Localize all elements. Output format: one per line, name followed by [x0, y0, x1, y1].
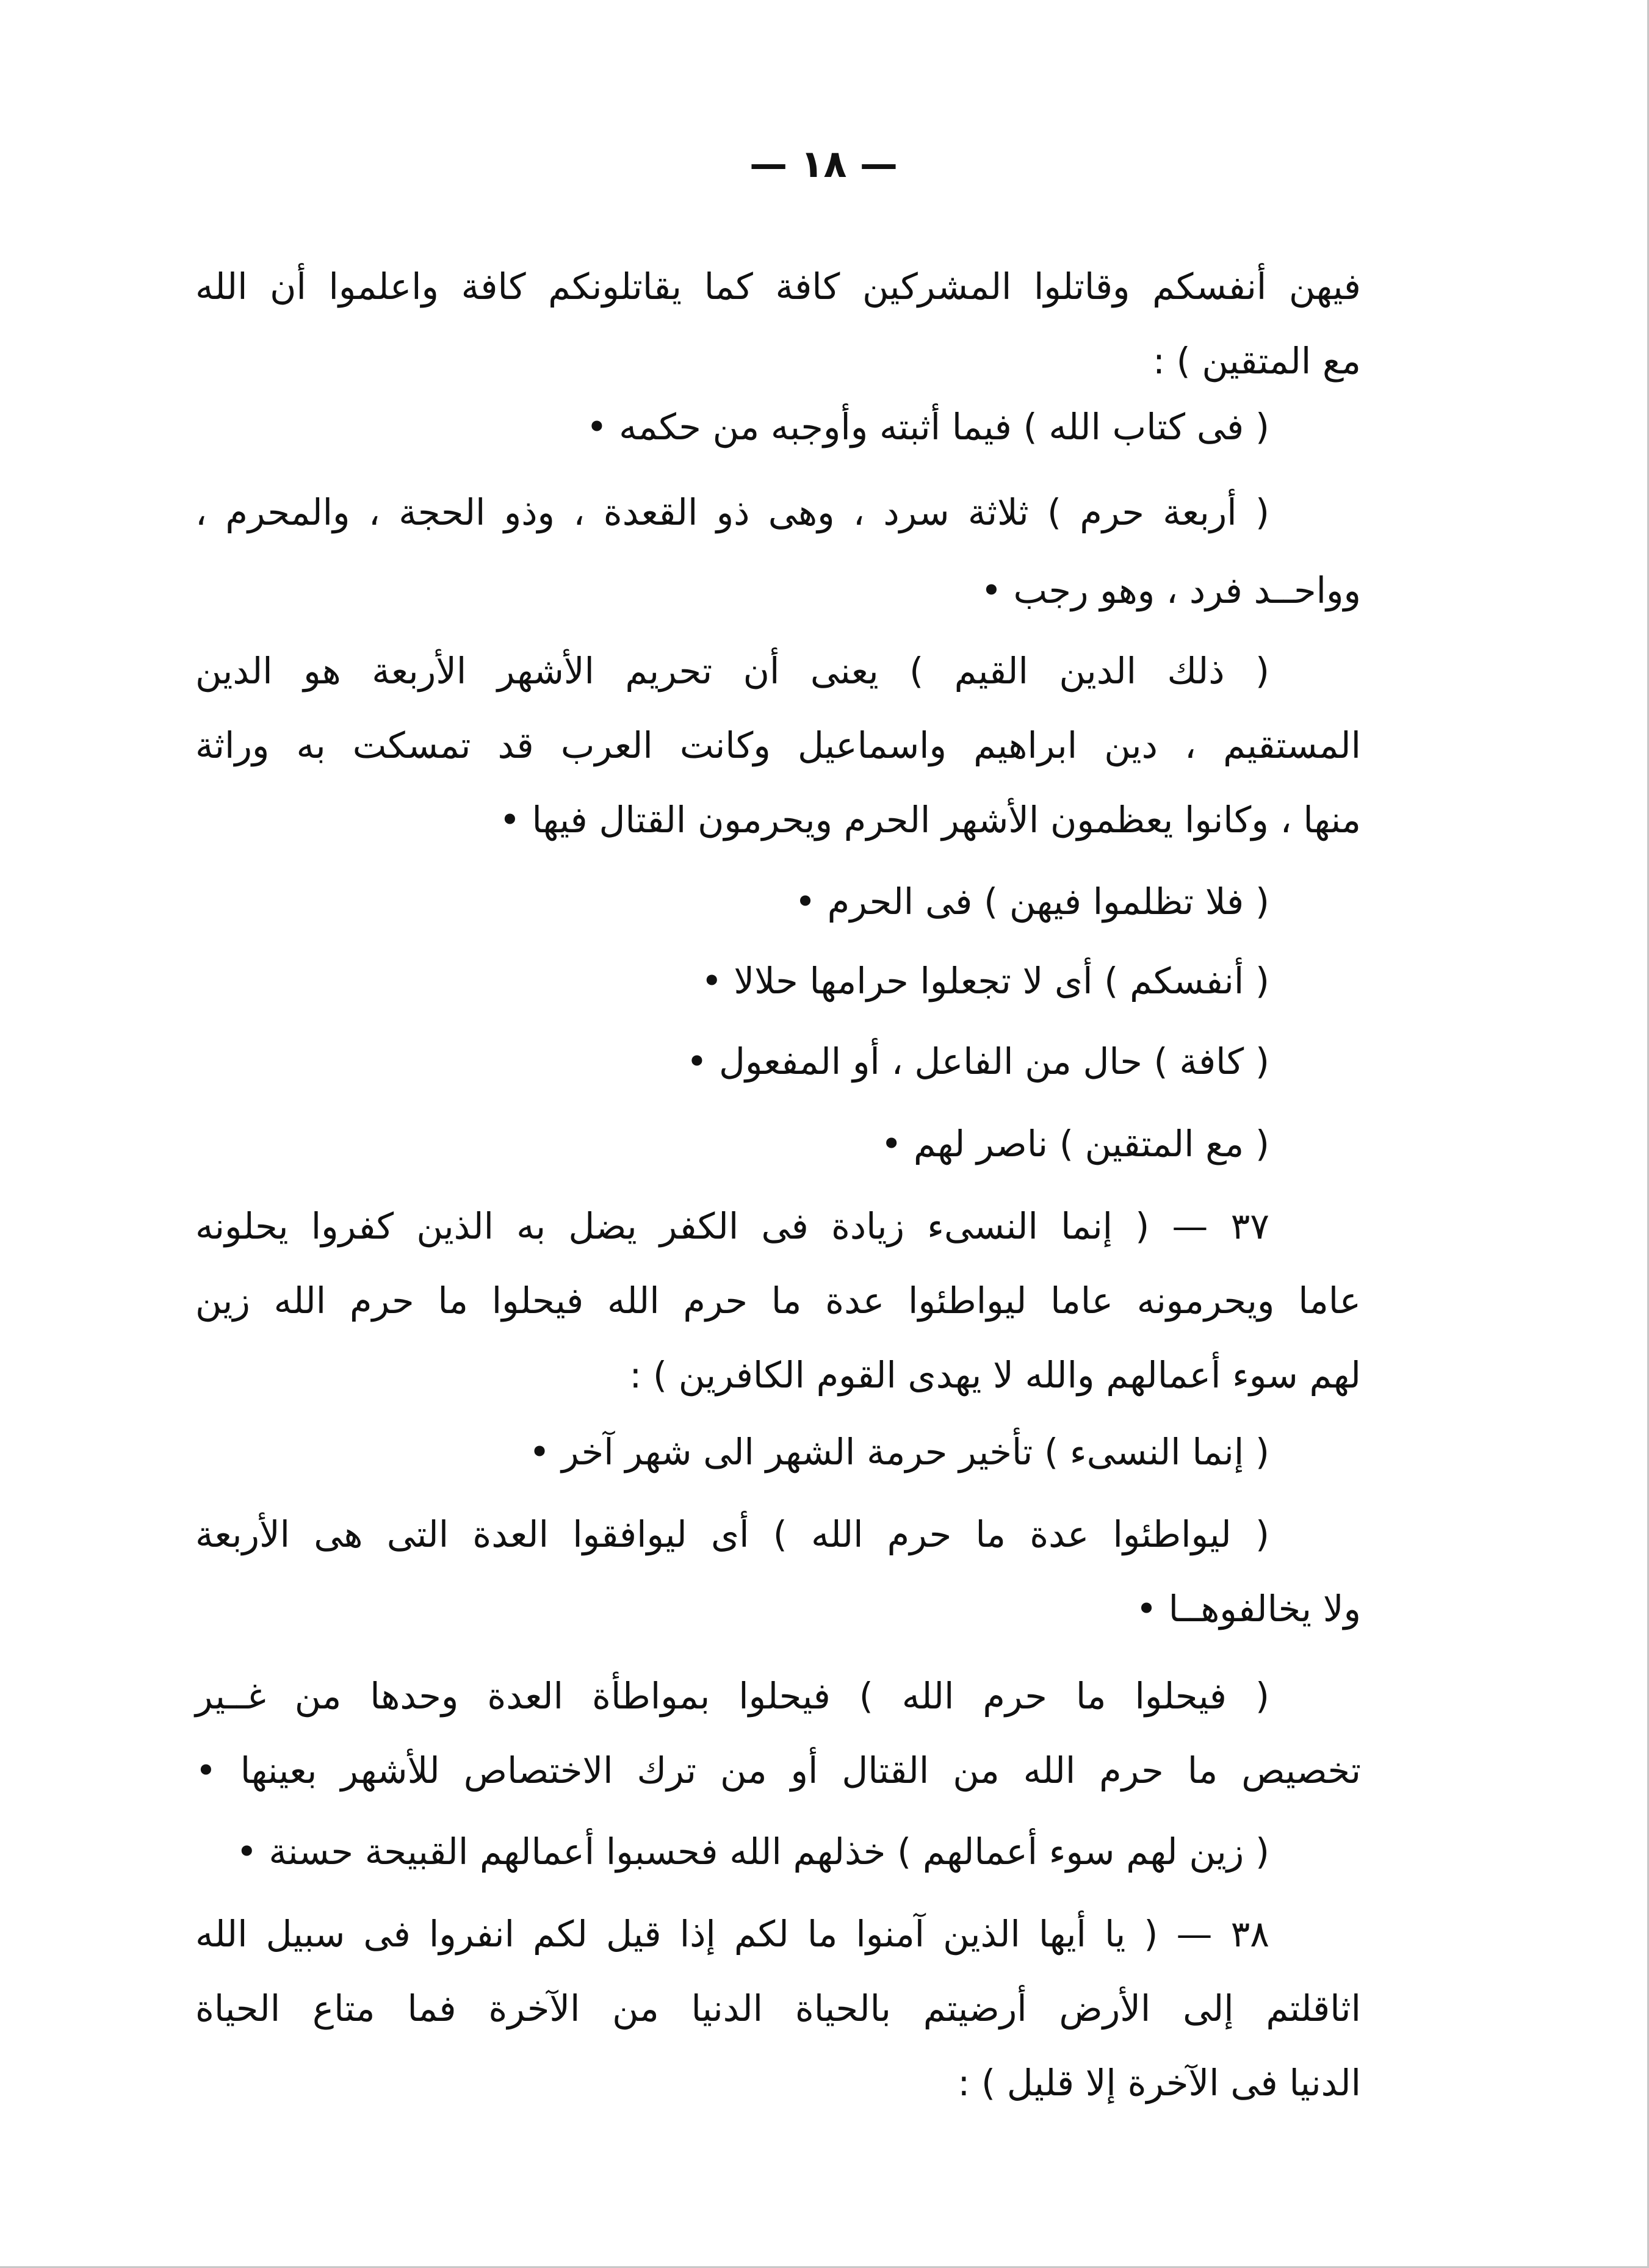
text-line: ٣٧ — ( إنما النسىء زيادة فى الكفر يضل به الذين كفروا يحلونه	[195, 1205, 1269, 1247]
text-line: ( كافة ) حال من الفاعل ، أو المفعول •	[686, 1040, 1269, 1082]
page-number: — ١٨ —	[749, 142, 898, 186]
text-line: ( أنفسكم ) أى لا تجعلوا حرامها حلالا •	[701, 960, 1269, 1002]
text-line: ٣٨ — ( يا أيها الذين آمنوا ما لكم إذا قيل لكم انفروا فى سبيل الله	[195, 1913, 1269, 1955]
paragraph	[195, 397, 1361, 464]
text-line: ( فى كتاب الله ) فيما أثبته وأوجبه من حكمه •	[586, 406, 1269, 448]
text-line: عاما ويحرمونه عاما ليواطئوا عدة ما حرم الله فيحلوا ما حرم الله زين	[195, 1280, 1361, 1322]
text-line: ( مع المتقين ) ناصر لهم •	[881, 1123, 1269, 1165]
text-line: ( زين لهم سوء أعمالهم ) خذلهم الله فحسبوا أعمالهم القبيحة حسنة •	[236, 1831, 1269, 1873]
text-line: فيهن أنفسكم وقاتلوا المشركين كافة كما يقاتلونكم كافة واعلموا أن الله	[195, 265, 1361, 308]
paragraph	[195, 1031, 1361, 1098]
paragraph	[195, 1904, 1361, 2129]
paragraph	[195, 1196, 1361, 1422]
paragraph	[195, 1504, 1361, 1651]
text-line: مع المتقين ) :	[1152, 340, 1361, 382]
paragraph	[195, 256, 1361, 403]
text-line: ( أربعة حرم ) ثلاثة سرد ، وهى ذو القعدة ، وذو الحجة ، والمحرم ،	[195, 491, 1269, 533]
text-line: المستقيم ، دين ابراهيم واسماعيل وكانت العرب قد تمسكت به وراثة	[195, 724, 1361, 766]
text-line: لهم سوء أعمالهم والله لا يهدى القوم الكافرين ) :	[629, 1354, 1361, 1396]
text-line: ولا يخالفوهــا •	[1136, 1588, 1361, 1630]
paragraph	[195, 871, 1361, 938]
text-line: تخصيص ما حرم الله من القتال أو من ترك الاختصاص للأشهر بعينها •	[195, 1749, 1361, 1791]
paragraph	[195, 1821, 1361, 1888]
text-line: ( فيحلوا ما حرم الله ) فيحلوا بمواطأة العدة وحدها من غــير	[195, 1675, 1269, 1717]
text-line: ( إنما النسىء ) تأخير حرمة الشهر الى شهر آخر •	[529, 1431, 1269, 1473]
text-line: الدنيا فى الآخرة إلا قليل ) :	[958, 2062, 1361, 2104]
text-line: ( ذلك الدين القيم ) يعنى أن تحريم الأشهر الأربعة هو الدين	[195, 650, 1269, 692]
text-line: منها ، وكانوا يعظمون الأشهر الحرم ويحرمون القتال فيها •	[499, 799, 1361, 841]
paragraph	[195, 951, 1361, 1018]
text-line: وواحــد فرد ، وهو رجب •	[980, 569, 1361, 611]
text-line: ( فلا تظلموا فيهن ) فى الحرم •	[795, 880, 1269, 923]
paragraph	[195, 1114, 1361, 1181]
text-line: ( ليواطئوا عدة ما حرم الله ) أى ليوافقوا العدة التى هى الأربعة	[195, 1513, 1269, 1555]
text-line: اثاقلتم إلى الأرض أرضيتم بالحياة الدنيا من الآخرة فما متاع الحياة	[195, 1987, 1361, 2029]
paragraph	[195, 1422, 1361, 1489]
paragraph	[195, 1666, 1361, 1812]
paragraph	[195, 641, 1361, 866]
paragraph	[195, 482, 1361, 628]
